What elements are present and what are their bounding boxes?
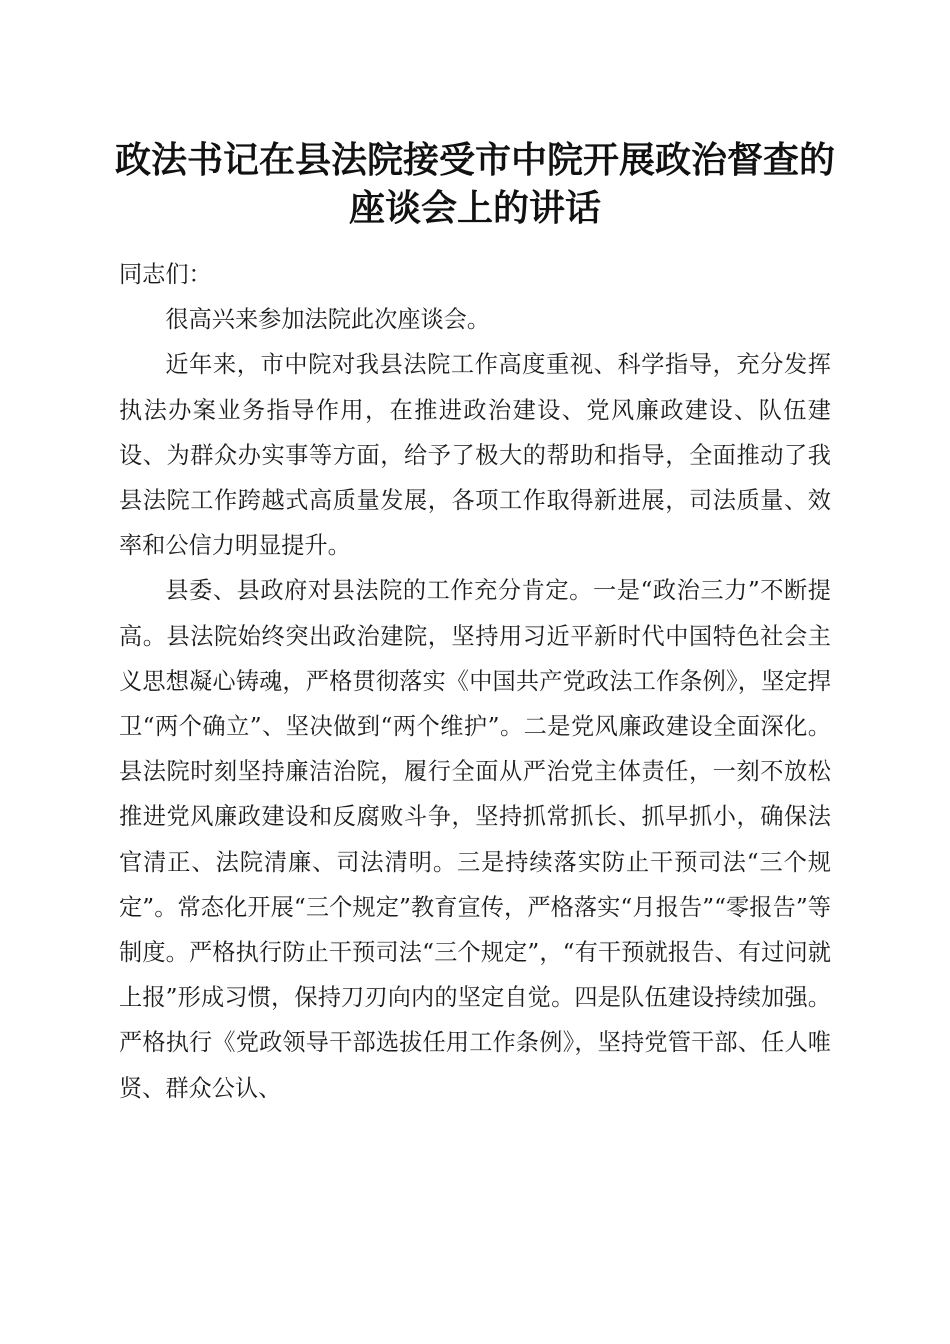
document-title-line-2: 座谈会上的讲话 <box>348 187 601 229</box>
paragraph-opening: 很高兴来参加法院此次座谈会。 <box>165 306 491 334</box>
salutation: 同志们： <box>119 261 212 288</box>
document-title-line-1: 政法书记在县法院接受市中院开展政治督查的 <box>114 139 835 181</box>
paragraph-guidance: 近年来，市中院对我县法院工作高度重视、科学指导，充分发挥执法办案业务指导作用，在推进政治建设、党风廉政建设、队伍建设、为群众办实事等方面，给予了极大的帮助和指导，全面推动了我县法院工作跨越式高质量发展，各项工作取得新进展，司法质量、效率和公信力明显提升。 <box>119 351 831 560</box>
document-body <box>119 252 831 1111</box>
paragraph-affirmation: 县委、县政府对县法院的工作充分肯定。一是“政治三力”不断提高。县法院始终突出政治建院，坚持用习近平新时代中国特色社会主义思想凝心铸魂，严格贯彻落实《中国共产党政法工作条例》，坚定捍卫“两个确立”、坚决做到“两个维护”。二是党风廉政建设全面深化。县法院时刻坚持廉洁治院，履行全面从严治党主体责任，一刻不放松推进党风廉政建设和反腐败斗争，坚持抓常抓长、抓早抓小，确保法官清正、法院清廉、司法清明。三是持续落实防止干预司法“三个规定”。常态化开展“三个规定”教育宣传，严格落实“月报告”“零报告”等制度。严格执行防止干预司法“三个规定”，“有干预就报告、有过问就上报”形成习惯，保持刀刃向内的坚定自觉。四是队伍建设持续加强。严格执行《党政领导干部选拔任用工作条例》，坚持党管干部、任人唯贤、群众公认、 <box>119 577 831 1102</box>
